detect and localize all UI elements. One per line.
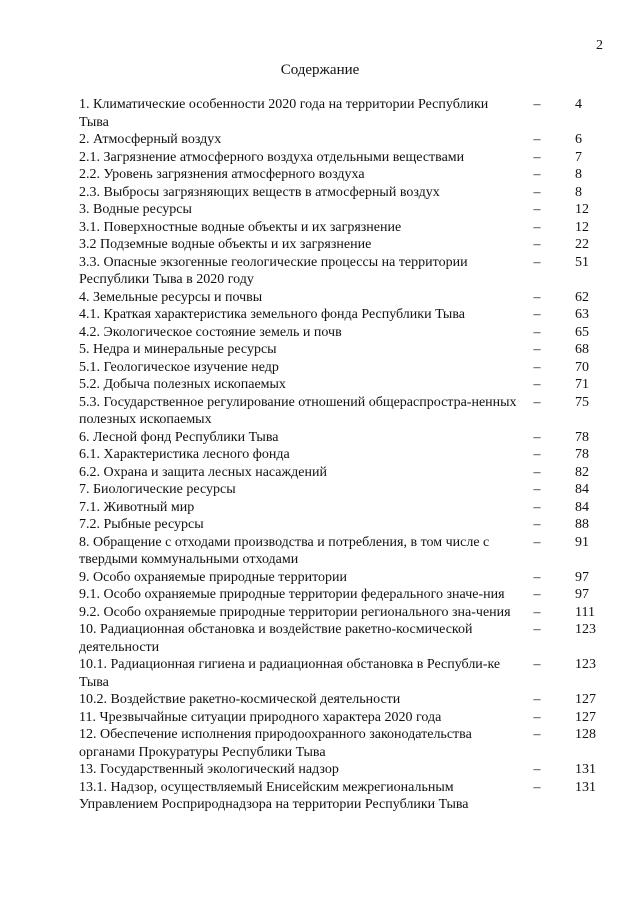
- toc-entry-dash: –: [533, 202, 541, 217]
- toc-entry-dash: –: [533, 429, 541, 445]
- toc-entry-page: 128: [575, 727, 596, 742]
- toc-entry-title: 5.2. Добыча полезных ископаемых: [79, 377, 286, 392]
- toc-entry-title: 3.2 Подземные водные объекты и их загрязнение: [79, 237, 372, 252]
- toc-entry-title: 3. Водные ресурсы: [79, 202, 192, 217]
- toc-entry-dash: –: [533, 499, 541, 515]
- toc-entry-dash: –: [533, 762, 541, 777]
- toc-entry-dash: –: [533, 779, 541, 795]
- toc-entry-page: 82: [575, 464, 589, 480]
- toc-entry: [79, 726, 619, 761]
- toc-entry: [79, 499, 619, 517]
- toc-entry: [79, 779, 619, 814]
- toc-entry-dash: –: [533, 447, 541, 462]
- toc-entry: [79, 604, 619, 622]
- toc-entry-title: 9.1. Особо охраняемые природные территории федерального значе-ния: [79, 587, 505, 602]
- toc-entry-dash: –: [533, 132, 541, 147]
- toc-entry-title: 5. Недра и минеральные ресурсы: [79, 342, 277, 357]
- toc-entry-title: 7. Биологические ресурсы: [79, 482, 236, 497]
- toc-entry-page: 75: [575, 394, 589, 410]
- toc-entry-title: 13.1. Надзор, осуществляемый Енисейским межрегиональным Управлением Росприроднадзора на территории Республики Тыва: [79, 779, 469, 812]
- toc-entry: [79, 289, 619, 307]
- toc-entry: [79, 394, 619, 429]
- toc-entry: [79, 96, 619, 131]
- toc-entry-title: 4. Земельные ресурсы и почвы: [79, 289, 263, 305]
- toc-entry: [79, 166, 619, 184]
- toc-entry-dash: –: [533, 569, 541, 585]
- toc-entry: [79, 429, 619, 447]
- toc-entry-page: 65: [575, 324, 589, 340]
- toc-entry-dash: –: [533, 342, 541, 357]
- toc-entry-dash: –: [533, 219, 541, 235]
- toc-entry-dash: –: [533, 587, 541, 602]
- toc-entry-page: 68: [575, 342, 589, 357]
- toc-entry-title: 13. Государственный экологический надзор: [79, 762, 339, 777]
- toc-entry-page: 91: [575, 534, 589, 550]
- toc-entry-dash: –: [533, 534, 541, 550]
- toc-entry-page: 78: [575, 429, 589, 445]
- toc-entry-title: 5.3. Государственное регулирование отношений общераспростра-ненных полезных ископаемых: [79, 394, 517, 427]
- toc-entry-title: 7.1. Животный мир: [79, 499, 195, 515]
- toc-entry-title: 10.2. Воздействие ракетно-космической деятельности: [79, 692, 401, 707]
- toc-entry-dash: –: [533, 394, 541, 410]
- toc-entry-page: 7: [575, 149, 582, 165]
- toc-entry-title: 6.1. Характеристика лесного фонда: [79, 447, 290, 462]
- toc-title: Содержание: [280, 62, 360, 78]
- toc-entry: [79, 534, 619, 569]
- toc-entry: [79, 254, 619, 289]
- toc-entry-page: 4: [575, 97, 582, 112]
- toc-entry-page: 84: [575, 482, 589, 497]
- toc-entry-title: 3.1. Поверхностные водные объекты и их загрязнение: [79, 219, 402, 235]
- toc-entry-page: 84: [575, 499, 589, 515]
- toc-entry-page: 12: [575, 202, 589, 217]
- page-number: 2: [596, 38, 603, 53]
- toc-entry-dash: –: [533, 604, 541, 620]
- toc-entry-page: 8: [575, 184, 582, 200]
- toc-entry: [79, 236, 619, 254]
- toc-entry-title: 4.1. Краткая характеристика земельного фонда Республики Тыва: [79, 307, 465, 322]
- toc-entry-dash: –: [533, 307, 541, 322]
- toc-entry-dash: –: [533, 289, 541, 305]
- toc-entry: [79, 306, 619, 324]
- toc-entry-title: 2.1. Загрязнение атмосферного воздуха отдельными веществами: [79, 149, 465, 165]
- toc-entry-dash: –: [533, 709, 541, 725]
- toc-entry: [79, 586, 619, 604]
- toc-entry-dash: –: [533, 237, 541, 252]
- toc-entry-dash: –: [533, 657, 541, 672]
- toc-entry-page: 111: [575, 604, 595, 620]
- toc-entry-title: 2.3. Выбросы загрязняющих веществ в атмосферный воздух: [79, 184, 440, 200]
- toc-entry-page: 70: [575, 359, 589, 375]
- toc-entry: [79, 201, 619, 219]
- toc-entry-title: 7.2. Рыбные ресурсы: [79, 517, 204, 532]
- toc-entry-dash: –: [533, 692, 541, 707]
- toc-entry-page: 51: [575, 254, 589, 270]
- toc-entry-page: 131: [575, 779, 596, 795]
- toc-entry-dash: –: [533, 377, 541, 392]
- toc-entry: [79, 376, 619, 394]
- toc-entry-title: 12. Обеспечение исполнения природоохранного законодательства органами Прокуратуры Республики Тыва: [79, 727, 472, 760]
- toc-entry: [79, 219, 619, 237]
- toc-entry-page: 63: [575, 307, 589, 322]
- toc-entry-title: 9.2. Особо охраняемые природные территории регионального зна-чения: [79, 604, 511, 620]
- toc-entry-title: 8. Обращение с отходами производства и потребления, в том числе с твердыми коммунальными отходами: [79, 534, 490, 567]
- toc-entry-page: 127: [575, 692, 596, 707]
- toc-entry-title: 10.1. Радиационная гигиена и радиационная обстановка в Республи-ке Тыва: [79, 657, 501, 690]
- toc-entry-page: 97: [575, 569, 589, 585]
- toc-entry-page: 127: [575, 709, 596, 725]
- toc-entry-page: 123: [575, 622, 596, 637]
- toc-entry-page: 123: [575, 657, 596, 672]
- toc-entry-dash: –: [533, 324, 541, 340]
- toc-entry-page: 131: [575, 762, 596, 777]
- toc-entry-page: 12: [575, 219, 589, 235]
- toc-entry-title: 4.2. Экологическое состояние земель и почв: [79, 324, 342, 340]
- toc-entry-title: 11. Чрезвычайные ситуации природного характера 2020 года: [79, 709, 442, 725]
- table-of-contents: [79, 96, 619, 814]
- toc-entry: [79, 446, 619, 464]
- toc-entry-dash: –: [533, 622, 541, 637]
- toc-entry-dash: –: [533, 97, 541, 112]
- toc-entry: [79, 359, 619, 377]
- toc-entry-page: 22: [575, 237, 589, 252]
- toc-entry-page: 78: [575, 447, 589, 462]
- toc-entry-page: 97: [575, 587, 589, 602]
- toc-entry: [79, 621, 619, 656]
- toc-entry-dash: –: [533, 167, 541, 182]
- toc-entry: [79, 131, 619, 149]
- toc-entry-page: 6: [575, 132, 582, 147]
- toc-entry-page: 71: [575, 377, 589, 392]
- toc-entry-dash: –: [533, 727, 541, 742]
- toc-entry-title: 6.2. Охрана и защита лесных насаждений: [79, 464, 327, 480]
- toc-entry: [79, 324, 619, 342]
- toc-entry: [79, 516, 619, 534]
- toc-entry: [79, 149, 619, 167]
- toc-entry-dash: –: [533, 517, 541, 532]
- toc-entry: [79, 691, 619, 709]
- toc-entry: [79, 184, 619, 202]
- toc-entry: [79, 464, 619, 482]
- toc-entry: [79, 569, 619, 587]
- toc-entry-title: 10. Радиационная обстановка и воздействие ракетно-космической деятельности: [79, 622, 473, 655]
- toc-entry: [79, 656, 619, 691]
- toc-entry-dash: –: [533, 184, 541, 200]
- toc-entry-title: 6. Лесной фонд Республики Тыва: [79, 429, 279, 445]
- toc-entry-title: 2. Атмосферный воздух: [79, 132, 222, 147]
- toc-entry-title: 2.2. Уровень загрязнения атмосферного воздуха: [79, 167, 365, 182]
- toc-entry-title: 9. Особо охраняемые природные территории: [79, 569, 347, 585]
- toc-entry-dash: –: [533, 359, 541, 375]
- toc-entry-dash: –: [533, 482, 541, 497]
- toc-entry-dash: –: [533, 149, 541, 165]
- toc-entry-page: 62: [575, 289, 589, 305]
- toc-entry-dash: –: [533, 254, 541, 270]
- toc-entry: [79, 481, 619, 499]
- toc-entry-dash: –: [533, 464, 541, 480]
- toc-entry-title: 5.1. Геологическое изучение недр: [79, 359, 279, 375]
- toc-entry-page: 8: [575, 167, 582, 182]
- toc-entry: [79, 761, 619, 779]
- toc-entry-title: 1. Климатические особенности 2020 года на территории Республики Тыва: [79, 97, 489, 130]
- toc-entry-page: 88: [575, 517, 589, 532]
- toc-entry: [79, 341, 619, 359]
- toc-entry: [79, 709, 619, 727]
- toc-entry-title: 3.3. Опасные экзогенные геологические процессы на территории Республики Тыва в 2020 году: [79, 254, 468, 287]
